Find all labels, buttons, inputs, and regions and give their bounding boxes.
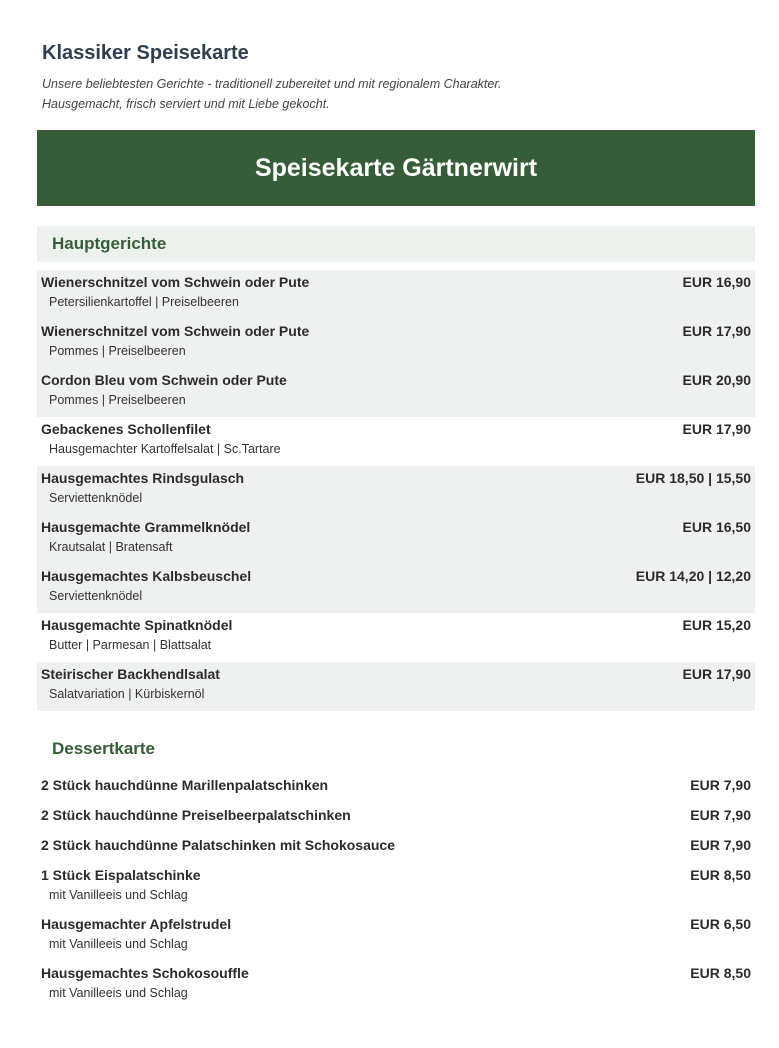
item-price: EUR 17,90 <box>682 666 751 682</box>
item-description: Serviettenknödel <box>49 589 143 603</box>
intro-line: Hausgemacht, frisch serviert und mit Liebe gekocht. <box>42 97 330 111</box>
item-name: Wienerschnitzel vom Schwein oder Pute <box>41 274 310 290</box>
item-price: EUR 18,50 | 15,50 <box>635 470 751 486</box>
menu-item <box>37 515 755 564</box>
page-title: Klassiker Speisekarte <box>42 42 249 64</box>
item-name: 2 Stück hauchdünne Preiselbeerpalatschinken <box>41 807 351 823</box>
item-price: EUR 17,90 <box>682 421 751 437</box>
menu-item <box>37 368 755 417</box>
item-price: EUR 16,50 <box>682 519 751 535</box>
item-name: Hausgemachtes Kalbsbeuschel <box>41 568 252 584</box>
item-name: Hausgemachte Grammelknödel <box>41 519 251 535</box>
menu-item <box>37 806 755 836</box>
item-description: Pommes | Preiselbeeren <box>49 393 186 407</box>
item-price: EUR 17,90 <box>682 323 751 339</box>
item-name: Hausgemachter Apfelstrudel <box>41 916 232 932</box>
item-description: Hausgemachter Kartoffelsalat | Sc.Tartare <box>49 442 281 456</box>
item-name: 1 Stück Eispalatschinke <box>41 867 201 883</box>
item-price: EUR 14,20 | 12,20 <box>635 568 751 584</box>
item-price: EUR 20,90 <box>682 372 751 388</box>
item-description: mit Vanilleeis und Schlag <box>49 937 188 951</box>
dessert-list <box>37 776 755 1013</box>
banner-title: Speisekarte Gärtnerwirt <box>254 153 538 182</box>
item-description: Pommes | Preiselbeeren <box>49 344 186 358</box>
item-description: mit Vanilleeis und Schlag <box>49 888 188 902</box>
main-dishes-list <box>37 270 755 711</box>
item-name: Steirischer Backhendlsalat <box>41 666 220 682</box>
item-description: Krautsalat | Bratensaft <box>49 540 173 554</box>
menu-item <box>37 564 755 613</box>
item-name: Wienerschnitzel vom Schwein oder Pute <box>41 323 310 339</box>
intro-text <box>42 74 742 114</box>
menu-item <box>37 319 755 368</box>
item-price: EUR 8,50 <box>690 965 751 981</box>
item-description: Butter | Parmesan | Blattsalat <box>49 638 212 652</box>
item-name: Cordon Bleu vom Schwein oder Pute <box>41 372 287 388</box>
item-price: EUR 6,50 <box>690 916 751 932</box>
menu-item <box>37 776 755 806</box>
item-price: EUR 7,90 <box>690 837 751 853</box>
item-price: EUR 7,90 <box>690 807 751 823</box>
item-price: EUR 16,90 <box>682 274 751 290</box>
menu-item <box>37 915 755 964</box>
menu-item <box>37 964 755 1013</box>
menu-item <box>37 270 755 319</box>
menu-banner <box>37 130 755 206</box>
item-name: Hausgemachte Spinatknödel <box>41 617 233 633</box>
menu-item <box>37 613 755 662</box>
item-price: EUR 7,90 <box>690 777 751 793</box>
menu-item <box>37 417 755 466</box>
item-description: Salatvariation | Kürbiskernöl <box>49 687 205 701</box>
item-name: Hausgemachtes Rindsgulasch <box>41 470 245 486</box>
section-title-main: Hauptgerichte <box>37 226 755 262</box>
item-price: EUR 15,20 <box>682 617 751 633</box>
item-name: Hausgemachtes Schokosouffle <box>41 965 249 981</box>
item-description: mit Vanilleeis und Schlag <box>49 986 188 1000</box>
menu-item <box>37 662 755 711</box>
item-price: EUR 8,50 <box>690 867 751 883</box>
item-name: 2 Stück hauchdünne Marillenpalatschinken <box>41 777 329 793</box>
item-description: Petersilienkartoffel | Preiselbeeren <box>49 295 239 309</box>
item-description: Serviettenknödel <box>49 491 143 505</box>
menu-item <box>37 866 755 915</box>
item-name: Gebackenes Schollenfilet <box>41 421 211 437</box>
menu-item <box>37 836 755 866</box>
section-title-dessert: Dessertkarte <box>52 739 156 758</box>
intro-line: Unsere beliebtesten Gerichte - traditionell zubereitet und mit regionalem Charakter. <box>42 77 502 91</box>
item-name: 2 Stück hauchdünne Palatschinken mit Schokosauce <box>41 837 395 853</box>
menu-item <box>37 466 755 515</box>
